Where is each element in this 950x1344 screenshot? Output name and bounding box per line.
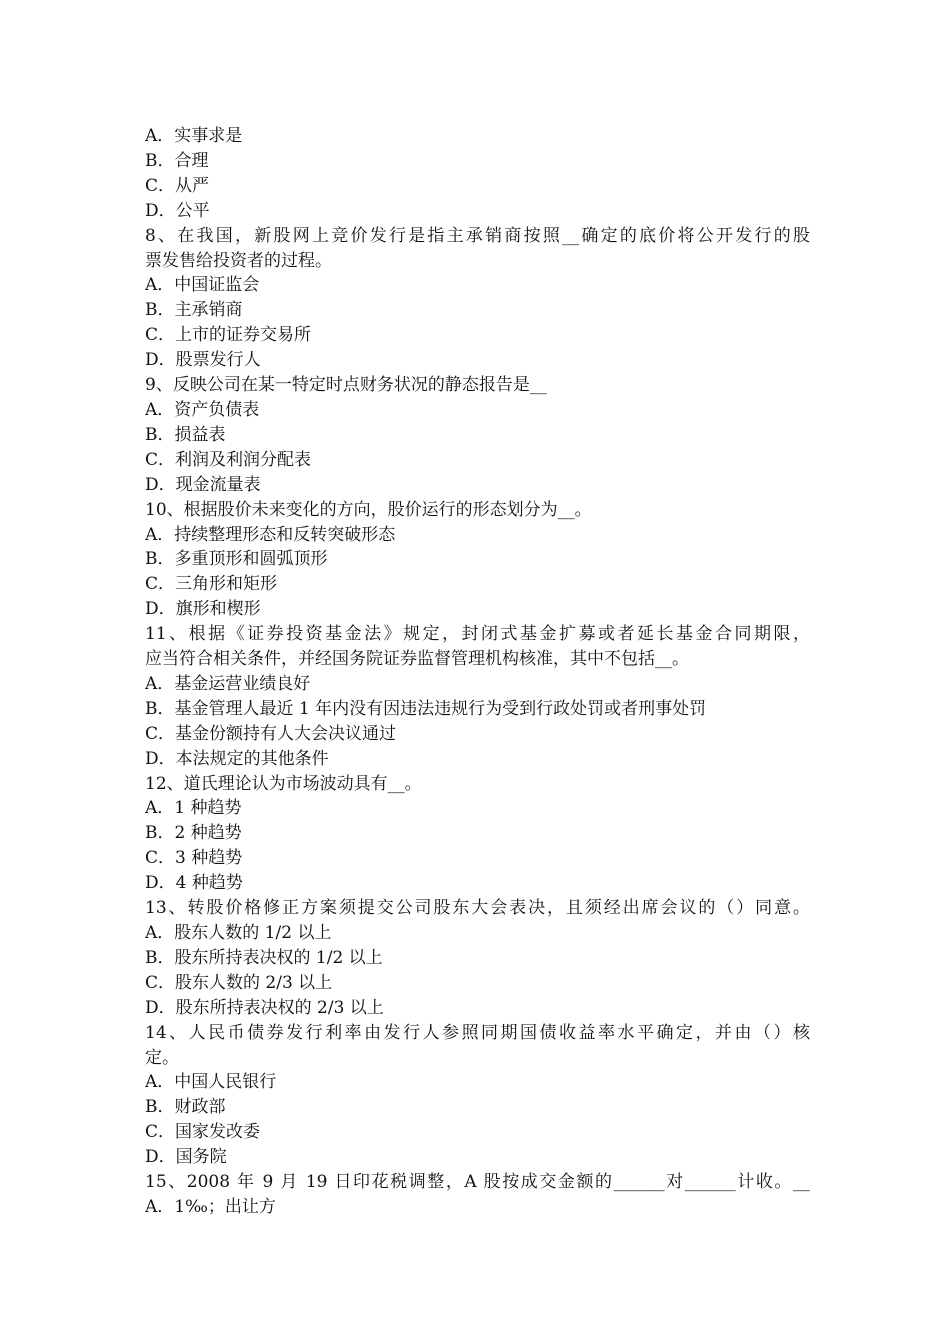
question-12: 12、道氏理论认为市场波动具有__。 bbox=[145, 773, 422, 794]
option-line: B．基金管理人最近 1 年内没有因违法违规行为受到行政处罚或者刑事处罚 bbox=[145, 698, 707, 719]
option-line: B．合理 bbox=[145, 150, 209, 171]
option-line: C．基金份额持有人大会决议通过 bbox=[145, 723, 397, 744]
option-line: A．持续整理形态和反转突破形态 bbox=[145, 524, 396, 545]
question-9: 9、反映公司在某一特定时点财务状况的静态报告是__ bbox=[145, 375, 547, 396]
option-line: C．3 种趋势 bbox=[145, 848, 243, 869]
option-line: B．多重顶形和圆弧顶形 bbox=[145, 549, 328, 570]
option-line: B．股东所持表决权的 1/2 以上 bbox=[145, 947, 383, 968]
option-line: A．资产负债表 bbox=[145, 399, 260, 420]
option-line: D．国务院 bbox=[145, 1147, 227, 1168]
option-line: B．主承销商 bbox=[145, 300, 243, 321]
question-14-line-2: 定。 bbox=[145, 1047, 179, 1068]
option-line: B．2 种趋势 bbox=[145, 823, 242, 844]
question-10: 10、根据股价未来变化的方向，股价运行的形态划分为__。 bbox=[145, 499, 592, 520]
option-line: B．财政部 bbox=[145, 1097, 226, 1118]
option-line: C．国家发改委 bbox=[145, 1122, 261, 1143]
option-line: D．公平 bbox=[145, 200, 210, 221]
option-line: D．4 种趋势 bbox=[145, 873, 243, 894]
question-11-line-1: 11、根据《证券投资基金法》规定，封闭式基金扩募或者延长基金合同期限， bbox=[145, 624, 810, 645]
question-14-line-1: 14、人民币债券发行利率由发行人参照同期国债收益率水平确定，并由（）核 bbox=[145, 1022, 810, 1043]
option-line: C．三角形和矩形 bbox=[145, 574, 278, 595]
option-line: C．从严 bbox=[145, 175, 210, 196]
option-line: D．现金流量表 bbox=[145, 474, 261, 495]
option-line: A．实事求是 bbox=[145, 126, 243, 146]
option-line: D．股东所持表决权的 2/3 以上 bbox=[145, 997, 384, 1018]
option-line: A．中国人民银行 bbox=[145, 1072, 277, 1093]
question-11-line-2: 应当符合相关条件，并经国务院证券监督管理机构核准，其中不包括__。 bbox=[145, 649, 689, 670]
option-line: D．股票发行人 bbox=[145, 350, 261, 371]
option-line: A．中国证监会 bbox=[145, 275, 260, 296]
document-page bbox=[145, 124, 810, 1220]
option-line: D．本法规定的其他条件 bbox=[145, 748, 329, 769]
question-13: 13、转股价格修正方案须提交公司股东大会表决，且须经出席会议的（）同意。 bbox=[145, 898, 810, 919]
option-line: A．基金运营业绩良好 bbox=[145, 673, 311, 694]
question-15: 15、2008 年 9 月 19 日印花税调整，A 股按成交金额的______对______计收。__ bbox=[145, 1172, 810, 1193]
option-line: C．股东人数的 2/3 以上 bbox=[145, 972, 333, 993]
option-line: A．1 种趋势 bbox=[145, 798, 242, 819]
option-line: C．上市的证券交易所 bbox=[145, 325, 312, 346]
question-8-line-1: 8、在我国，新股网上竞价发行是指主承销商按照__确定的底价将公开发行的股 bbox=[145, 225, 810, 246]
option-line: A．1‰；出让方 bbox=[145, 1196, 276, 1217]
option-line: D．旗形和楔形 bbox=[145, 599, 261, 620]
option-line: C．利润及利润分配表 bbox=[145, 449, 312, 470]
option-line: A．股东人数的 1/2 以上 bbox=[145, 923, 332, 943]
option-line: B．损益表 bbox=[145, 424, 226, 445]
question-8-line-2: 票发售给投资者的过程。 bbox=[145, 250, 332, 271]
